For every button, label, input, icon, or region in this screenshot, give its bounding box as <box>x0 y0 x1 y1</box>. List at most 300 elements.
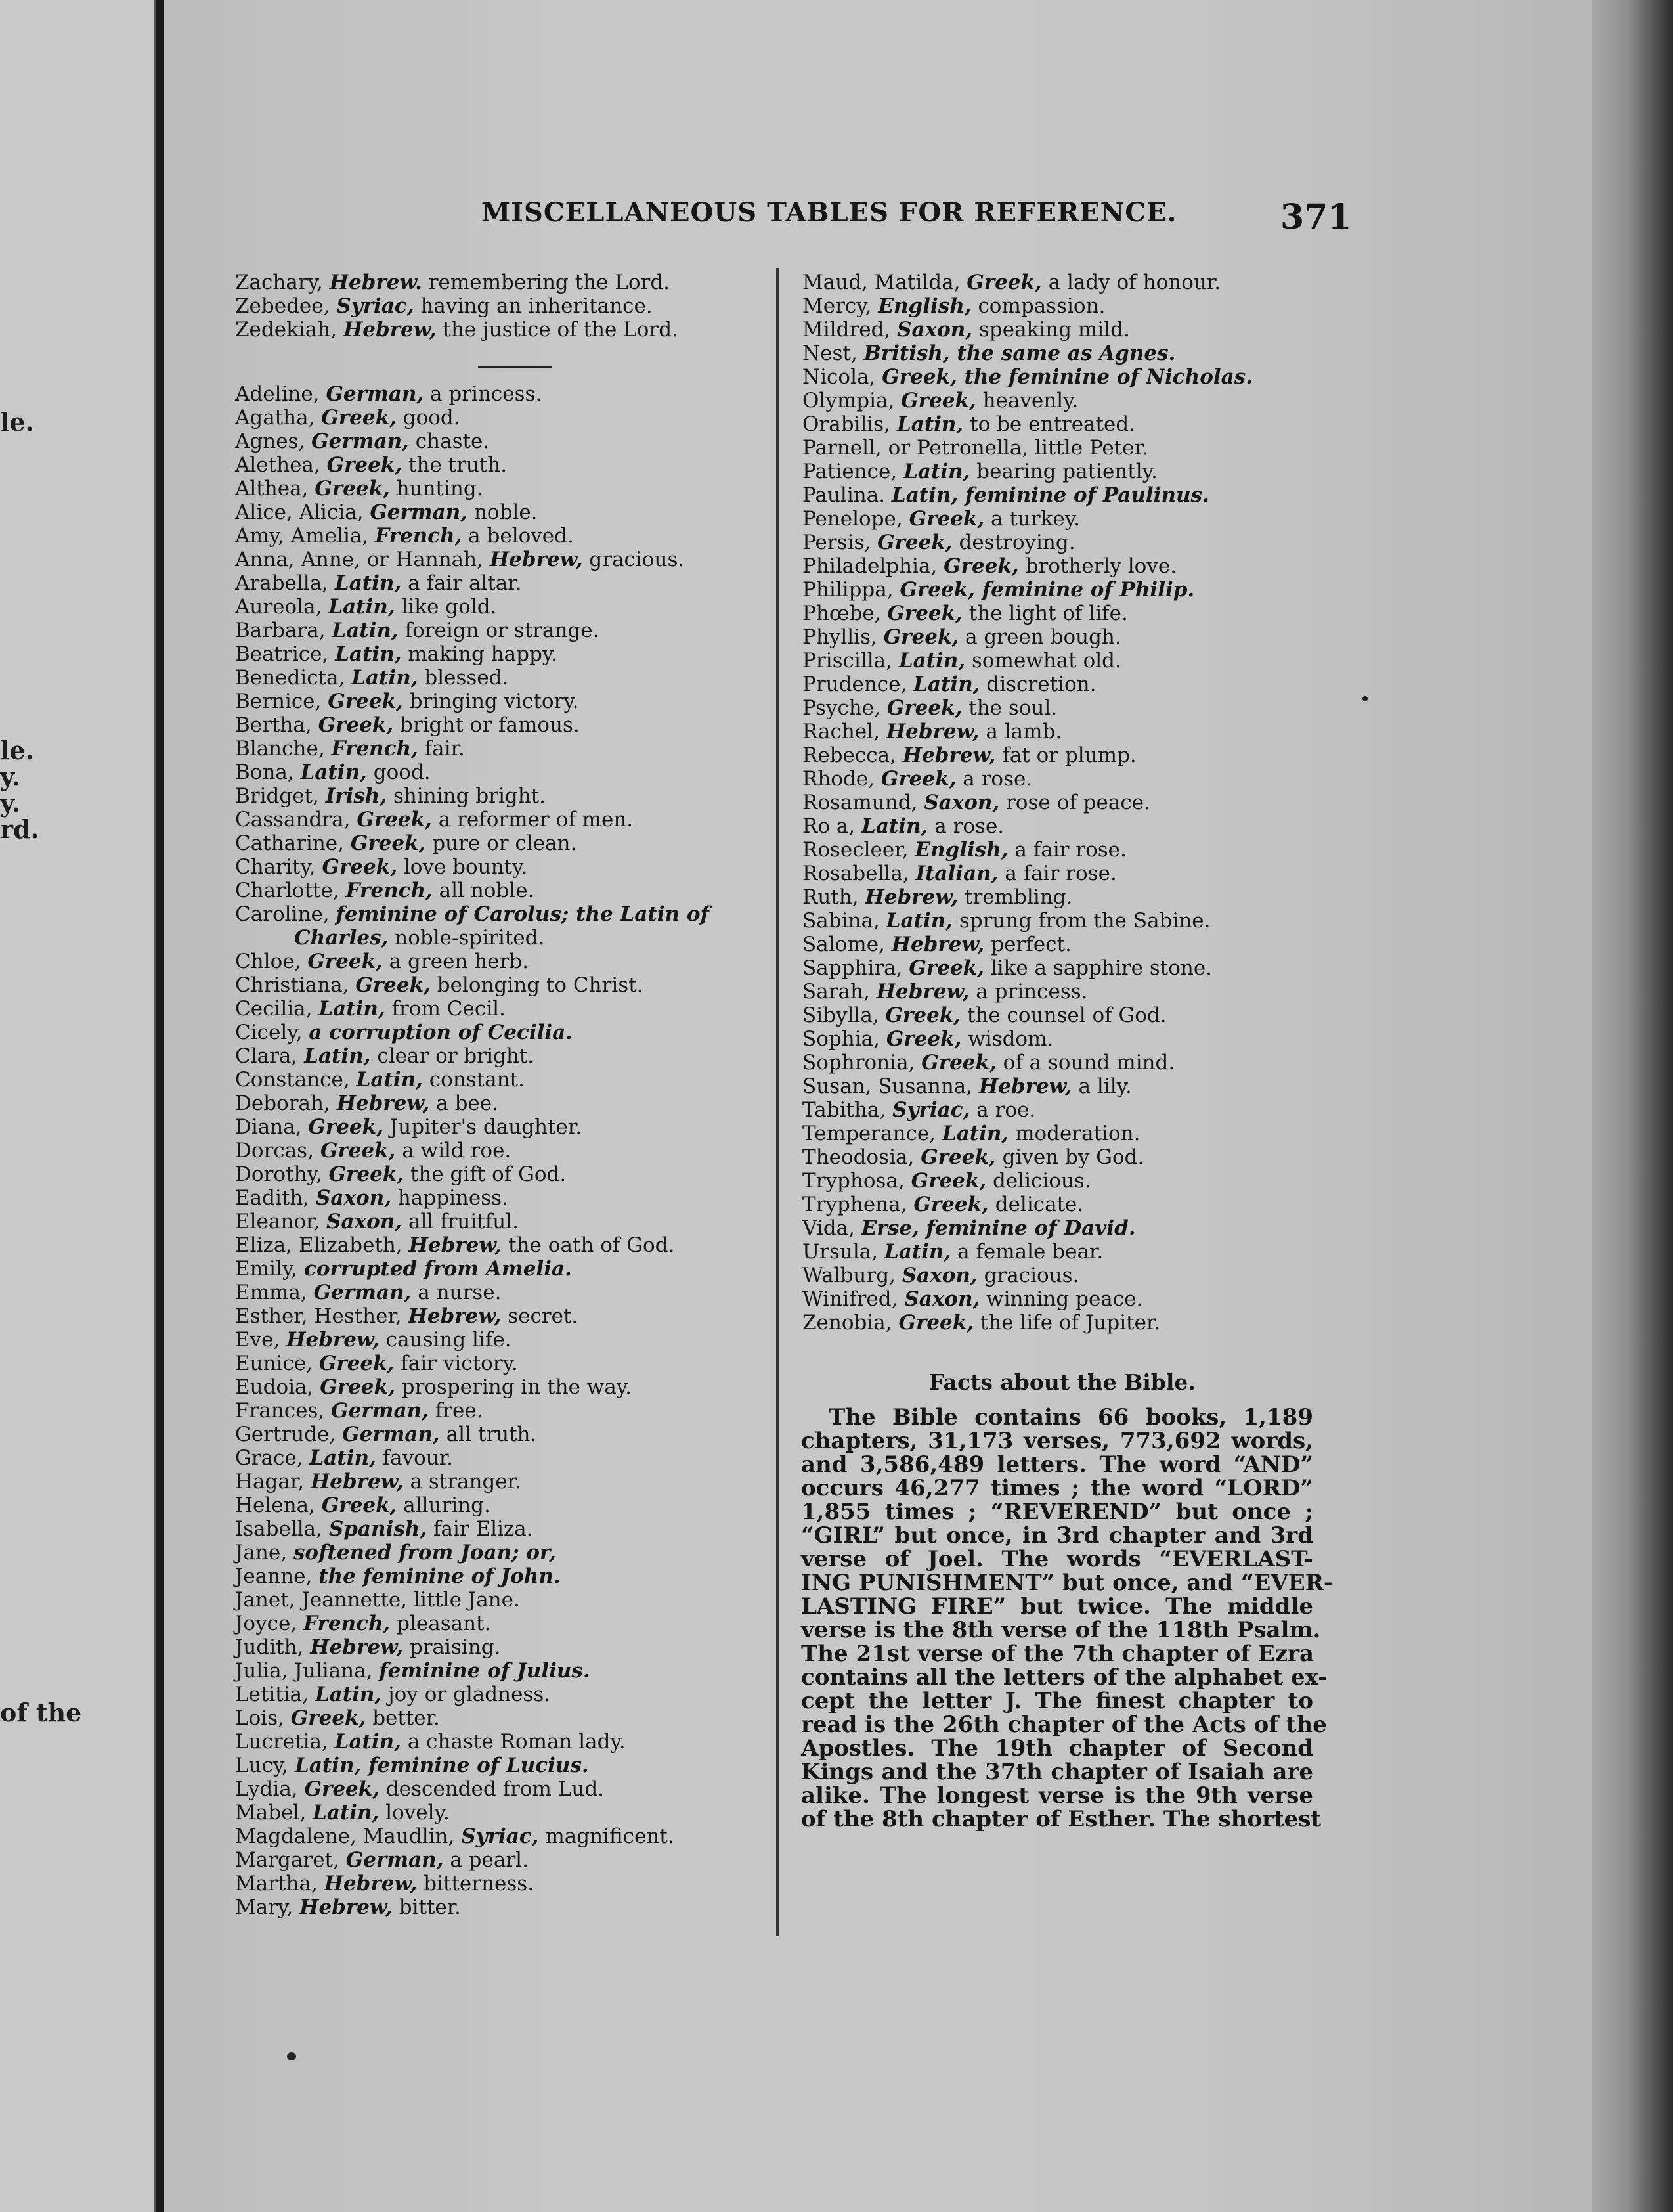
entry-origin: Greek, <box>307 950 383 973</box>
name-entry <box>235 453 709 477</box>
entry-name: Isabella, <box>235 1517 322 1541</box>
entry-meaning: fair. <box>424 737 465 761</box>
left-page-fragment: rd. <box>0 814 39 844</box>
name-entry <box>235 294 678 318</box>
name-entry <box>802 1122 1253 1145</box>
name-entry <box>235 1541 709 1564</box>
entry-origin: Greek, <box>357 808 432 831</box>
name-entry <box>235 1777 709 1801</box>
entry-meaning: all truth. <box>446 1423 537 1446</box>
entry-origin: Greek, <box>909 507 985 531</box>
entry-name: Mabel, <box>235 1801 307 1825</box>
entry-meaning: like gold. <box>401 595 497 619</box>
entry-name: Salome, <box>802 933 885 956</box>
entry-name: Emily, <box>235 1257 298 1281</box>
name-entry <box>235 524 709 548</box>
entry-meaning: a wild roe. <box>402 1139 511 1162</box>
name-entry <box>802 649 1253 673</box>
entry-meaning: compassion. <box>978 294 1106 318</box>
entry-name: Jeanne, <box>235 1564 313 1588</box>
facts-line: verse is the 8th verse of the 118th Psalm. <box>801 1617 1321 1643</box>
name-entry <box>235 1801 709 1825</box>
entry-meaning: wisdom. <box>968 1027 1054 1051</box>
entry-origin: Latin, <box>351 666 418 690</box>
name-entry <box>235 950 709 973</box>
name-entry <box>802 909 1253 933</box>
entry-name: Anna, Anne, or Hannah, <box>235 548 483 571</box>
entry-name: Rosabella, <box>802 862 909 885</box>
entry-name: Olympia, <box>802 389 895 412</box>
entry-meaning: delicious. <box>992 1169 1091 1193</box>
name-entry <box>235 1517 709 1541</box>
entry-meaning: bitterness. <box>424 1872 534 1895</box>
entry-origin: Hebrew, <box>286 1328 380 1352</box>
name-entry <box>235 642 709 666</box>
name-entry <box>802 507 1253 531</box>
name-entry <box>235 1754 709 1777</box>
entry-name: Tabitha, <box>802 1098 886 1122</box>
name-entry <box>235 1848 709 1872</box>
entry-name: Tryphosa, <box>802 1169 905 1193</box>
name-entry <box>235 1375 709 1399</box>
entry-meaning: trembling. <box>965 885 1073 909</box>
name-entry <box>802 531 1253 554</box>
entry-meaning: noble-spirited. <box>395 926 545 950</box>
entry-origin: Syriac, <box>461 1825 539 1848</box>
entry-origin: feminine of Julius. <box>379 1659 590 1683</box>
name-entry <box>235 1612 709 1635</box>
entry-meaning: discretion. <box>986 673 1097 696</box>
name-entry <box>235 713 709 737</box>
entry-origin: Latin, <box>309 1446 376 1470</box>
name-entry <box>235 1044 709 1068</box>
entry-origin: Greek, <box>328 690 403 713</box>
name-entry <box>802 554 1253 578</box>
name-entry <box>235 761 709 784</box>
entry-name: Mercy, <box>802 294 872 318</box>
entry-name: Chloe, <box>235 950 301 973</box>
entry-meaning: Jupiter's daughter. <box>389 1115 582 1139</box>
entry-meaning: a rose. <box>963 767 1033 791</box>
entry-name: Theodosia, <box>802 1145 915 1169</box>
entry-name: Emma, <box>235 1281 307 1304</box>
entry-name: Penelope, <box>802 507 903 531</box>
entry-meaning: a lily. <box>1078 1074 1132 1098</box>
entry-meaning: having an inheritance. <box>420 294 653 318</box>
entry-meaning: a fair rose. <box>1005 862 1117 885</box>
name-entry <box>235 1872 709 1895</box>
name-entry <box>235 1233 709 1257</box>
entry-name: Rachel, <box>802 720 880 743</box>
name-entry <box>235 548 709 571</box>
entry-origin: English, <box>915 838 1009 862</box>
entry-name: Zebedee, <box>235 294 330 318</box>
entry-origin: French, <box>303 1612 391 1635</box>
entry-meaning: fair Eliza. <box>433 1517 533 1541</box>
entry-meaning: a rose. <box>934 814 1005 838</box>
name-entry <box>802 933 1253 956</box>
entry-meaning: perfect. <box>991 933 1072 956</box>
entry-origin: Latin, <box>300 761 367 784</box>
entry-name: Lucy, <box>235 1754 289 1777</box>
entry-origin: Greek, <box>320 1139 396 1162</box>
entry-origin: Greek, <box>321 1493 397 1517</box>
entry-origin: Latin, <box>884 1240 951 1264</box>
page-shadow-edge <box>1592 0 1673 2212</box>
entry-name: Lydia, <box>235 1777 298 1801</box>
left-page-fragment: y. <box>0 788 20 818</box>
entry-origin: Hebrew, <box>336 1092 430 1115</box>
entry-origin: Latin, <box>332 619 399 642</box>
entry-origin: Greek, <box>887 602 963 625</box>
entry-name: Rosamund, <box>802 791 918 814</box>
entry-name: Phyllis, <box>802 625 877 649</box>
entry-name: Eleanor, <box>235 1210 320 1233</box>
entry-meaning: from Cecil. <box>391 997 506 1021</box>
entry-origin: Italian, <box>915 862 999 885</box>
entry-meaning: remembering the Lord. <box>428 271 670 294</box>
name-entry <box>235 1092 709 1115</box>
left-page-fragment: le. <box>0 407 34 437</box>
entry-meaning: good. <box>373 761 431 784</box>
entry-origin: the feminine of John. <box>318 1564 561 1588</box>
entry-meaning: clear or bright. <box>377 1044 534 1068</box>
name-entry <box>235 1139 709 1162</box>
entry-name: Althea, <box>235 477 309 500</box>
entry-origin: Latin, <box>304 1044 371 1068</box>
entry-meaning: a nurse. <box>418 1281 502 1304</box>
entry-origin: Hebrew, <box>343 318 437 342</box>
name-entry <box>802 885 1253 909</box>
entry-origin: German, <box>331 1399 429 1423</box>
entry-name: Lucretia, <box>235 1730 328 1754</box>
name-entry <box>802 696 1253 720</box>
name-entry <box>802 1287 1253 1311</box>
name-entry <box>235 1352 709 1375</box>
entry-name: Orabilis, <box>802 412 891 436</box>
entry-origin: Latin, <box>315 1683 382 1706</box>
entry-origin: Greek, <box>350 831 426 855</box>
name-entry <box>802 412 1253 436</box>
entry-meaning: bearing patiently. <box>976 460 1158 483</box>
entry-name: Charlotte, <box>235 879 339 902</box>
entry-meaning: blessed. <box>424 666 509 690</box>
entry-meaning: the truth. <box>408 453 508 477</box>
entry-name: Alice, Alicia, <box>235 500 364 524</box>
entry-name: Magdalene, Maudlin, <box>235 1825 455 1848</box>
entry-origin: Latin, <box>913 673 980 696</box>
entry-meaning: somewhat old. <box>971 649 1121 673</box>
entry-name: Eunice, <box>235 1352 313 1375</box>
entry-origin: Greek, <box>886 1027 962 1051</box>
name-entry <box>235 1588 709 1612</box>
entry-origin: Charles, <box>294 926 389 950</box>
entry-meaning: making happy. <box>408 642 558 666</box>
entry-meaning: joy or gladness. <box>388 1683 551 1706</box>
entry-meaning: better. <box>372 1706 440 1730</box>
facts-line: contains all the letters of the alphabet ex- <box>801 1664 1328 1691</box>
entry-name: Bernice, <box>235 690 322 713</box>
name-entry <box>235 1730 709 1754</box>
entry-origin: Greek, <box>308 1115 383 1139</box>
name-entry <box>802 602 1253 625</box>
name-entry <box>802 1051 1253 1074</box>
entry-name: Maud, Matilda, <box>802 271 961 294</box>
entry-name: Esther, Hesther, <box>235 1304 402 1328</box>
entry-origin: Saxon, <box>924 791 1000 814</box>
name-entry <box>802 271 1253 294</box>
name-entry <box>235 382 709 406</box>
entry-meaning: gracious. <box>984 1264 1079 1287</box>
facts-line: 1,855 times ; “REVEREND” but once ; <box>801 1499 1313 1525</box>
entry-meaning: constant. <box>429 1068 525 1092</box>
entry-meaning: the light of life. <box>968 602 1128 625</box>
name-entry <box>235 808 709 831</box>
facts-line: and 3,586,489 letters. The word “AND” <box>801 1451 1313 1478</box>
entry-meaning: lovely. <box>385 1801 450 1825</box>
entry-meaning: the oath of God. <box>508 1233 675 1257</box>
entry-name: Julia, Juliana, <box>235 1659 373 1683</box>
entry-name: Frances, <box>235 1399 325 1423</box>
entry-meaning: of a sound mind. <box>1003 1051 1175 1074</box>
entry-meaning: hunting. <box>396 477 483 500</box>
entry-meaning: the gift of God. <box>410 1162 567 1186</box>
facts-line: “GIRL” but once, in 3rd chapter and 3rd <box>801 1522 1313 1549</box>
entry-meaning: causing life. <box>385 1328 511 1352</box>
entry-origin: Greek, <box>944 554 1019 578</box>
name-entry <box>235 1281 709 1304</box>
entry-name: Letitia, <box>235 1683 309 1706</box>
entry-origin: Latin, <box>328 595 395 619</box>
entry-origin: Hebrew, <box>310 1470 404 1493</box>
name-entry <box>235 406 709 430</box>
entry-meaning: favour. <box>382 1446 454 1470</box>
entry-meaning: to be entreated. <box>970 412 1136 436</box>
entry-name: Catharine, <box>235 831 345 855</box>
entry-name: Sophia, <box>802 1027 880 1051</box>
name-entry <box>235 1659 709 1683</box>
entry-name: Sophronia, <box>802 1051 915 1074</box>
name-entry <box>235 1446 709 1470</box>
entry-meaning: heavenly. <box>982 389 1079 412</box>
entry-name: Christiana, <box>235 973 349 997</box>
name-entry <box>235 855 709 879</box>
entry-name: Agnes, <box>235 430 305 453</box>
name-entry <box>802 578 1253 602</box>
entry-name: Rebecca, <box>802 743 896 767</box>
entry-origin: Hebrew, <box>310 1635 403 1659</box>
name-entry <box>235 1257 709 1281</box>
entry-origin: Spanish, <box>328 1517 427 1541</box>
facts-line: verse of Joel. The words “EVERLAST- <box>801 1546 1313 1572</box>
entry-origin: French, <box>345 879 433 902</box>
entry-meaning: a fair rose. <box>1014 838 1127 862</box>
facts-line: ING PUNISHMENT” but once, and “EVER- <box>801 1570 1333 1596</box>
entry-name: Paulina. <box>802 483 886 507</box>
name-entry <box>802 1311 1253 1335</box>
name-entry <box>235 271 678 294</box>
entry-meaning: noble. <box>473 500 538 524</box>
entry-meaning: a bee. <box>436 1092 498 1115</box>
entry-name: Benedicta, <box>235 666 345 690</box>
left-page-fragment: of the <box>0 1698 82 1727</box>
name-entry <box>802 483 1253 507</box>
entry-meaning: belonging to Christ. <box>437 973 643 997</box>
entry-origin: Hebrew, <box>299 1895 393 1919</box>
names-column-left <box>235 382 709 1919</box>
entry-name: Helena, <box>235 1493 315 1517</box>
entry-meaning: a roe. <box>976 1098 1036 1122</box>
name-entry <box>802 956 1253 980</box>
entry-origin: German, <box>345 1848 444 1872</box>
entry-name: Charity, <box>235 855 316 879</box>
name-entry <box>802 625 1253 649</box>
name-entry <box>802 1074 1253 1098</box>
name-entry <box>235 1493 709 1517</box>
left-page-fragment: y. <box>0 762 20 791</box>
entry-name: Rhode, <box>802 767 875 791</box>
column-divider <box>776 268 779 1936</box>
entry-origin: Greek, <box>318 1352 395 1375</box>
name-entry <box>235 666 709 690</box>
name-entry <box>235 1068 709 1092</box>
entry-name: Nest, <box>802 342 858 365</box>
entry-meaning: praising. <box>409 1635 501 1659</box>
entry-origin: Syriac, <box>892 1098 970 1122</box>
name-entry <box>802 1004 1253 1027</box>
facts-paragraph <box>801 1404 1333 1832</box>
facts-line: Apostles. The 19th chapter of Second <box>801 1735 1313 1761</box>
entry-origin: Greek, <box>967 271 1042 294</box>
entry-origin: Latin, <box>903 460 970 483</box>
entry-meaning: brotherly love. <box>1025 554 1177 578</box>
entry-origin: Hebrew, <box>489 548 583 571</box>
entry-name: Beatrice, <box>235 642 329 666</box>
entry-name: Adeline, <box>235 382 320 406</box>
entry-name: Cecilia, <box>235 997 313 1021</box>
entry-origin: Greek, <box>913 1193 989 1216</box>
entry-origin: Greek, <box>901 389 976 412</box>
entry-meaning: like a sapphire stone. <box>990 956 1213 980</box>
entry-name: Constance, <box>235 1068 350 1092</box>
entry-name: Eve, <box>235 1328 280 1352</box>
entry-meaning: the soul. <box>968 696 1058 720</box>
entry-origin: Greek, <box>304 1777 380 1801</box>
facts-line: cept the letter J. The finest chapter to <box>801 1688 1313 1714</box>
entry-origin: Hebrew. <box>329 271 422 294</box>
name-entry <box>802 1145 1253 1169</box>
name-entry <box>235 784 709 808</box>
entry-name: Aureola, <box>235 595 322 619</box>
entry-meaning: a reformer of men. <box>438 808 634 831</box>
entry-name: Blanche, <box>235 737 325 761</box>
entry-name: Grace, <box>235 1446 303 1470</box>
facts-line: of the 8th chapter of Esther. The shortest <box>801 1806 1322 1832</box>
name-entry <box>235 1635 709 1659</box>
name-entry <box>802 862 1253 885</box>
name-entry <box>802 1264 1253 1287</box>
entry-name: Philadelphia, <box>802 554 938 578</box>
entry-meaning: the life of Jupiter. <box>980 1311 1161 1335</box>
entry-meaning: foreign or strange. <box>404 619 599 642</box>
entry-name: Alethea, <box>235 453 320 477</box>
entry-origin: Greek, <box>355 973 431 997</box>
entry-origin: Greek, <box>921 1145 996 1169</box>
entry-origin: Greek, feminine of Philip. <box>900 578 1195 602</box>
entry-meaning: good. <box>402 406 460 430</box>
entry-name: Sarah, <box>802 980 870 1004</box>
facts-heading: Facts about the Bible. <box>929 1369 1196 1395</box>
entry-origin: Greek, <box>318 713 394 737</box>
entry-name: Parnell, or Petronella, <box>802 436 1029 460</box>
entry-origin: Latin, <box>886 909 953 933</box>
entry-meaning: winning peace. <box>986 1287 1143 1311</box>
entry-meaning: all noble. <box>439 879 534 902</box>
entry-name: Cicely, <box>235 1021 303 1044</box>
entry-origin: Syriac, <box>336 294 414 318</box>
name-entry <box>235 997 709 1021</box>
entry-origin: softened from Joan; or, <box>293 1541 556 1564</box>
name-entry <box>235 318 678 342</box>
entry-origin: corrupted from Amelia. <box>303 1257 572 1281</box>
entry-meaning: a female bear. <box>957 1240 1104 1264</box>
entry-name: Bona, <box>235 761 294 784</box>
entry-meaning: bringing victory. <box>409 690 579 713</box>
entry-origin: Greek, the feminine of Nicholas. <box>882 365 1253 389</box>
entry-origin: Latin, <box>356 1068 423 1092</box>
entry-name: Susan, Susanna, <box>802 1074 973 1098</box>
running-header: MISCELLANEOUS TABLES FOR REFERENCE. <box>481 197 1177 228</box>
entry-name: Tryphena, <box>802 1193 907 1216</box>
entry-origin: German, <box>313 1281 412 1304</box>
name-entry <box>235 737 709 761</box>
entry-meaning: pleasant. <box>397 1612 491 1635</box>
entry-origin: German, <box>326 382 424 406</box>
entry-meaning: a lamb. <box>986 720 1062 743</box>
entry-origin: Greek, <box>315 477 390 500</box>
entry-name: Lois, <box>235 1706 284 1730</box>
entry-meaning: shining bright. <box>393 784 546 808</box>
entry-origin: English, <box>878 294 972 318</box>
entry-origin: Greek, <box>898 1311 974 1335</box>
name-entry <box>802 1169 1253 1193</box>
name-entry <box>802 791 1253 814</box>
entry-meaning: gracious. <box>589 548 685 571</box>
name-entry <box>235 477 709 500</box>
entry-name: Ursula, <box>802 1240 879 1264</box>
entry-origin: Greek, <box>321 406 397 430</box>
entry-meaning: descended from Lud. <box>385 1777 605 1801</box>
entry-name: Phœbe, <box>802 602 881 625</box>
name-entry <box>802 720 1253 743</box>
name-entry <box>802 1098 1253 1122</box>
entry-origin: British, the same as Agnes. <box>863 342 1176 365</box>
entry-meaning: free. <box>435 1399 483 1423</box>
entry-meaning: a stranger. <box>410 1470 521 1493</box>
name-entry <box>802 1027 1253 1051</box>
facts-line: occurs 46,277 times ; the word “LORD” <box>801 1475 1313 1501</box>
entry-origin: Greek, <box>877 531 953 554</box>
entry-meaning: chaste. <box>415 430 490 453</box>
entry-meaning: a princess. <box>430 382 542 406</box>
entry-meaning: little Jane. <box>413 1588 520 1612</box>
entry-name: Patience, <box>802 460 898 483</box>
name-entry <box>235 973 709 997</box>
entry-name: Dorothy, <box>235 1162 322 1186</box>
entry-name: Deborah, <box>235 1092 330 1115</box>
entry-meaning: the justice of the Lord. <box>443 318 678 342</box>
entry-name: Sapphira, <box>802 956 903 980</box>
